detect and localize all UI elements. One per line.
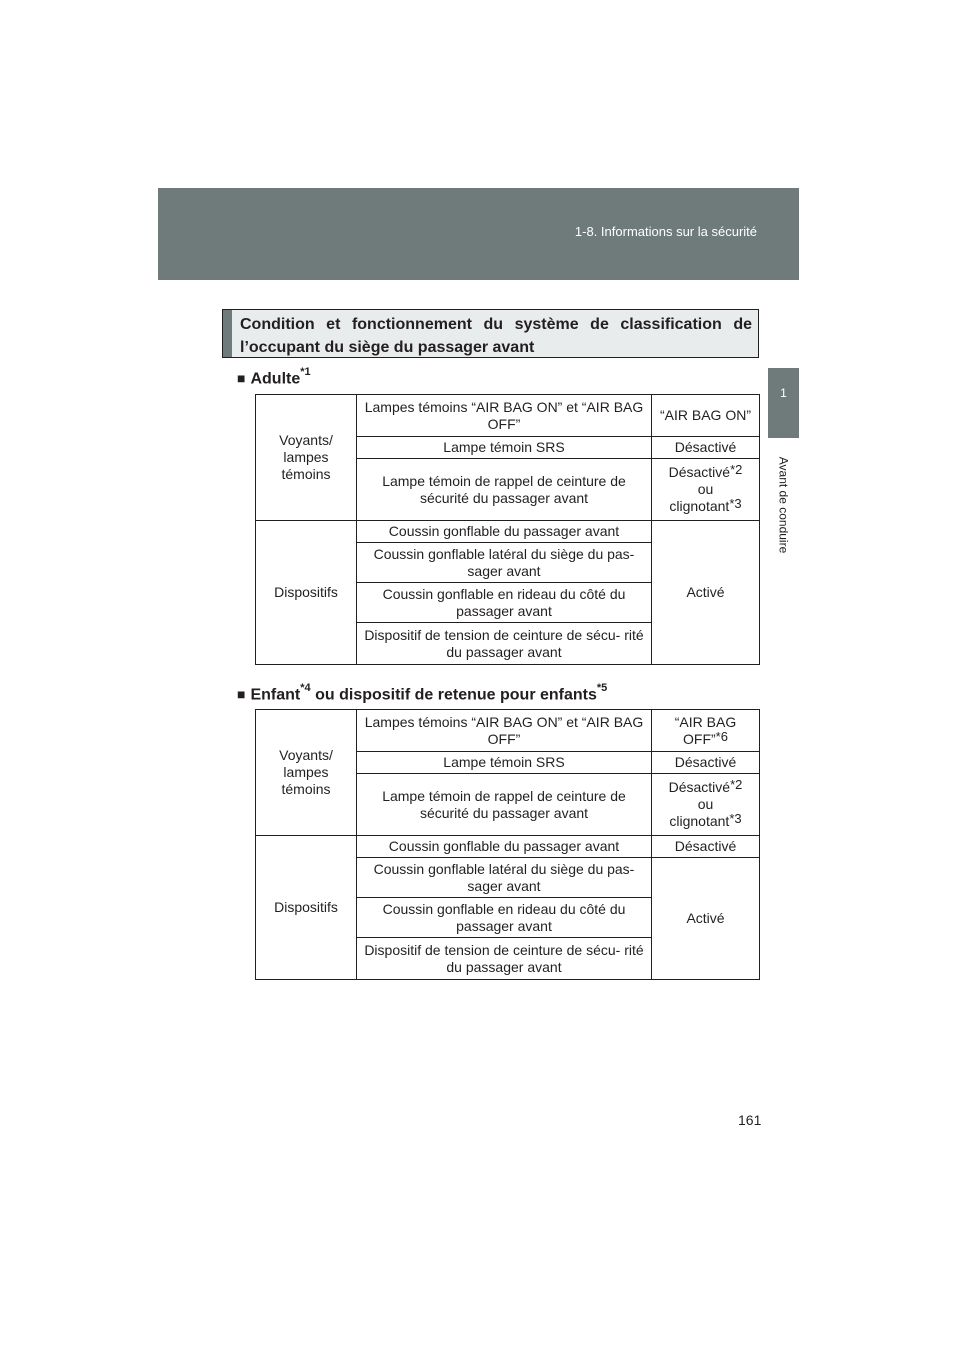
header-band (158, 188, 799, 280)
device-name: Coussin gonflable latéral du siège du pas- sager avant (357, 858, 652, 898)
value-off: Désactivé (668, 779, 731, 795)
device-name: Coussin gonflable en rideau du côté du passager avant (357, 898, 652, 938)
devices-header: Dispositifs (256, 836, 357, 980)
device-name: Coussin gonflable du passager avant (357, 521, 652, 543)
indicator-name: Lampes témoins “AIR BAG ON” et “AIR BAG OFF” (357, 395, 652, 437)
indicator-name: Lampe témoin SRS (357, 752, 652, 774)
indicators-header: Voyants/ lampes témoins (256, 710, 357, 836)
adult-heading (237, 368, 311, 388)
value-off: Désactivé (668, 464, 731, 480)
table-row (256, 521, 760, 543)
indicator-value: Désactivé (652, 752, 760, 774)
table-row (256, 395, 760, 437)
device-name: Dispositif de tension de ceinture de sécu- rité du passager avant (357, 938, 652, 980)
device-name: Dispositif de tension de ceinture de sécu- rité du passager avant (357, 623, 652, 665)
section-breadcrumb: 1-8. Informations sur la sécurité (574, 224, 757, 239)
section-title: Condition et fonctionnement du système de classification de l’occupant du siège du passager avant (240, 316, 752, 356)
device-name: Coussin gonflable latéral du siège du pas- sager avant (357, 543, 652, 583)
value-blinking: clignotant (669, 498, 730, 514)
footnote-ref: *2 (730, 462, 743, 477)
footnote-ref: *4 (300, 682, 311, 694)
square-bullet-icon: ■ (237, 686, 246, 703)
child-table (255, 709, 760, 980)
value-air-bag-off: “AIR BAG OFF” (674, 713, 737, 747)
device-name: Coussin gonflable du passager avant (357, 836, 652, 858)
device-value: Activé (652, 858, 760, 980)
child-heading (237, 684, 607, 704)
table-row (256, 710, 760, 752)
device-value: Désactivé (652, 836, 760, 858)
indicator-value (652, 774, 760, 836)
section-title-box (222, 309, 759, 358)
indicator-name: Lampe témoin de rappel de ceinture de sécurité du passager avant (357, 774, 652, 836)
indicator-name: Lampe témoin de rappel de ceinture de sécurité du passager avant (357, 459, 652, 521)
chapter-label (768, 440, 799, 570)
value-blinking: clignotant (669, 813, 730, 829)
footnote-ref: *3 (729, 496, 742, 511)
footnote-ref: *5 (596, 682, 608, 694)
child-heading-label-a: Enfant (250, 686, 301, 704)
footnote-ref: *1 (300, 366, 311, 378)
indicator-value: “AIR BAG ON” (652, 395, 760, 437)
footnote-ref: *2 (730, 777, 743, 792)
footnote-ref: *3 (729, 811, 742, 826)
device-value: Activé (652, 521, 760, 665)
square-bullet-icon: ■ (237, 370, 246, 387)
indicators-header: Voyants/ lampes témoins (256, 395, 357, 521)
adult-heading-label: Adulte (250, 370, 301, 388)
device-name: Coussin gonflable en rideau du côté du passager avant (357, 583, 652, 623)
adult-table (255, 394, 760, 665)
indicator-value (652, 459, 760, 521)
chapter-tab: 1 (768, 368, 799, 438)
page-number: 161 (738, 1112, 762, 1128)
indicator-name: Lampes témoins “AIR BAG ON” et “AIR BAG OFF” (357, 710, 652, 752)
child-heading-label-b: ou dispositif de retenue pour enfants (310, 686, 597, 704)
table-row (256, 836, 760, 858)
footnote-ref: *6 (715, 728, 728, 744)
chapter-label-text: Avant de conduire (776, 456, 791, 554)
section-title-bar (223, 310, 232, 357)
indicator-value (652, 710, 760, 752)
indicator-value: Désactivé (652, 437, 760, 459)
devices-header: Dispositifs (256, 521, 357, 665)
value-or: ou (697, 796, 714, 812)
indicator-name: Lampe témoin SRS (357, 437, 652, 459)
value-or: ou (697, 481, 714, 497)
